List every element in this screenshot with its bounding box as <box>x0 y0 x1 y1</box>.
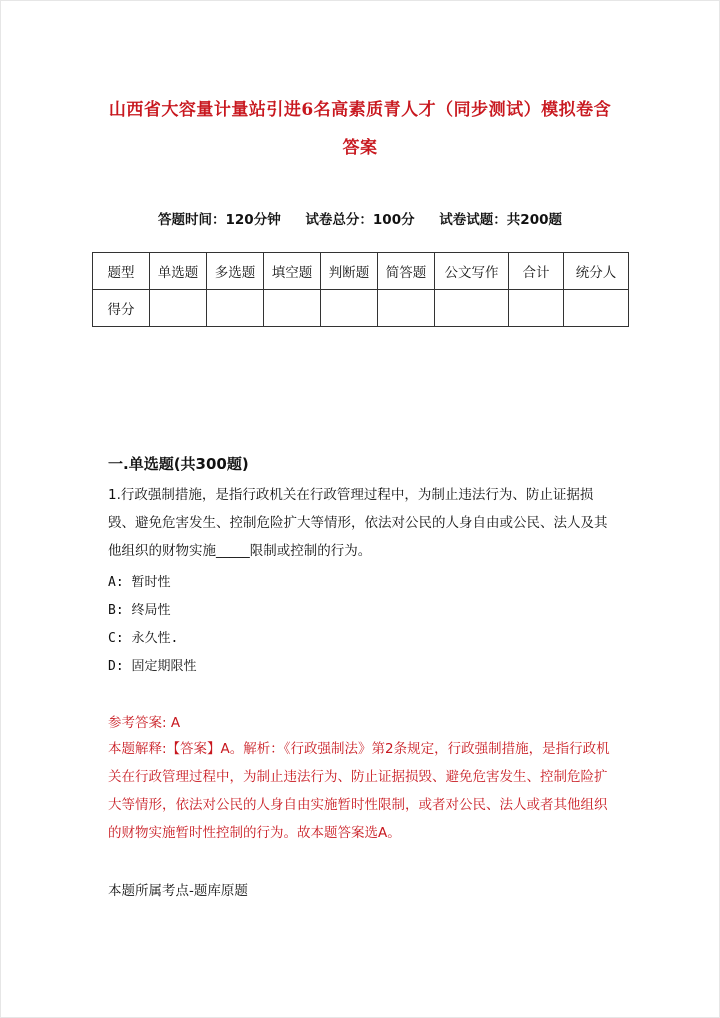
answer-explanation: 本题解释:【答案】A。解析：《行政强制法》第2条规定，行政强制措施，是指行政机关在行政管理过程中，为制止违法行为、防止证据损毁、避免危害发生、控制危险扩大等情形，依法对公民的人身自由实施暂时性限制，或者对公民、法人或者其他组织的财物实施暂时性控制的行为。故本题答案选A。 <box>108 741 610 841</box>
row-label-score: 得分 <box>93 290 150 327</box>
total-score: 试卷总分：100分 <box>305 212 415 228</box>
score-cell <box>435 290 509 327</box>
header-cell-total: 合计 <box>509 253 564 290</box>
reference-answer: 参考答案: A <box>108 715 181 731</box>
header-cell-scorer: 统分人 <box>564 253 629 290</box>
score-cell <box>509 290 564 327</box>
score-table <box>92 252 629 327</box>
header-cell-multiple-choice: 多选题 <box>207 253 264 290</box>
option-a: A: 暂时性 <box>108 575 171 590</box>
score-cell <box>321 290 378 327</box>
exam-time: 答题时间：120分钟 <box>158 212 281 228</box>
header-cell-fill-blank: 填空题 <box>264 253 321 290</box>
exam-meta <box>0 208 720 228</box>
question-category: 本题所属考点-题库原题 <box>108 883 248 899</box>
score-table-score-row <box>93 290 629 327</box>
section-heading: 一.单选题(共300题) <box>108 455 249 473</box>
document-title-line-1: 山西省大容量计量站引进6名高素质青人才（同步测试）模拟卷含 <box>108 100 612 120</box>
header-cell-official-writing: 公文写作 <box>435 253 509 290</box>
question-text: 1.行政强制措施，是指行政机关在行政管理过程中，为制止违法行为、防止证据损毁、避免危害发生、控制危险扩大等情形，依法对公民的人身自由或公民、法人及其他组织的财物实施_____限制或控制的行为。 <box>108 487 608 559</box>
score-table-header-row <box>93 253 629 290</box>
option-c: C: 永久性. <box>108 631 179 646</box>
score-cell <box>564 290 629 327</box>
header-cell-short-answer: 简答题 <box>378 253 435 290</box>
score-cell <box>150 290 207 327</box>
option-d: D: 固定期限性 <box>108 659 197 674</box>
header-cell-single-choice: 单选题 <box>150 253 207 290</box>
score-cell <box>378 290 435 327</box>
header-cell-type: 题型 <box>93 253 150 290</box>
score-cell <box>264 290 321 327</box>
total-questions: 试卷试题：共200题 <box>439 212 562 228</box>
document-title-line-2: 答案 <box>342 138 378 158</box>
option-b: B: 终局性 <box>108 603 171 618</box>
header-cell-true-false: 判断题 <box>321 253 378 290</box>
score-cell <box>207 290 264 327</box>
